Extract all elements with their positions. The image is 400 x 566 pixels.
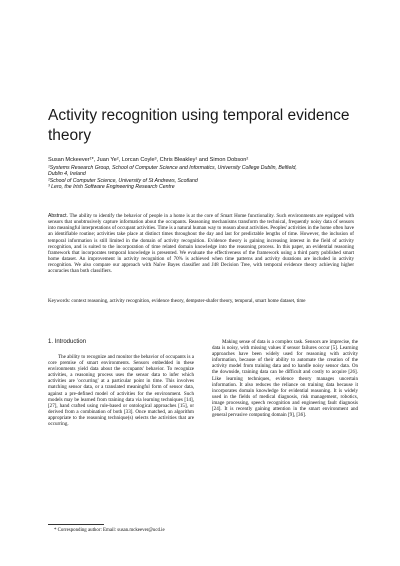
left-column <box>48 354 194 427</box>
abstract <box>48 213 354 275</box>
abstract-text: The ability to identify the behavior of people in a home is at the core of Smart Home functionality. Such environments are equipped with sensors that unobtrusively capture information about the occupants. Reasoning mechanisms transform the technical, frequently noisy data of sensors into meaningful interpretations of occupant activities. Time is a natural human way to reason about activities. Peoples' activities in the home often have an identifiable routine; activities take place at distinct times throughout the day and last for predictable lengths of time. However, the inclusion of temporal information is still limited in the domain of activity recognition. Evidence theory is gaining increasing interest in the field of activity recognition, and is suited to the incorporation of time related domain knowledge into the reasoning process. In this paper, an evidential reasoning framework that incorporates temporal knowledge is presented. We evaluate the effectiveness of the framework using a third party published smart home dataset. An improvement in activity recognition of 70% is achieved when time patterns and activity durations are included in activity recognition. We also compare our approach with Naïve Bayes classifier and J48 Decision Tree, with temporal evidence theory achieving higher accuracies than both classifiers. <box>48 213 354 275</box>
section-heading: 1. Introduction <box>48 339 87 345</box>
abstract-label: Abstract. <box>48 213 68 219</box>
affiliation-line: ²School of Computer Science, University of St Andrews, Scotland <box>48 177 198 184</box>
keywords-label: Keywords: <box>48 298 71 304</box>
affiliation-line: ¹Systems Research Group, School of Computer Science and Informatics, University College Dublin, Belfield, <box>48 165 297 171</box>
affiliation-line: ³ Lero, the Irish Software Engineering Research Centre <box>48 184 175 191</box>
paragraph: Making sense of data is a complex task. Sensors are imprecise, the data is noisy, with missing values if sensor failures occur [5]. Learning approaches have been widely used for reasoning with activity information, because of their ability to automate the creation of the activity model from training data and to handle noisy sensor data. On the downside, training data can be difficult and costly to acquire [26]. Like learning techniques, evidence theory manages uncertain information. It also reduces the reliance on training data because it incorporates domain knowledge for evidential reasoning. It is widely used in the fields of medical diagnosis, risk management, robotics, image processing, speech recognition and engineering fault diagnosis [24]. It is recently gaining attention in the smart environment and general pervasive computing domain [9], [36]. <box>212 339 358 419</box>
right-column <box>212 339 358 418</box>
keywords-text: context reasoning, activity recognition, evidence theory, dempster-shafer theory, temporal, smart home dataset, time <box>71 298 306 304</box>
footnote-divider <box>48 524 104 525</box>
affiliations <box>48 165 368 191</box>
footnote: * Corresponding author: Email: susan.mckeever@ucd.ie <box>54 528 165 533</box>
paper-title: Activity recognition using temporal evidence theory <box>48 107 350 144</box>
author-list: Susan Mckeever¹*, Juan Ye², Lorcan Coyle³, Chris Bleakley¹ and Simon Dobson² <box>48 157 249 163</box>
paragraph: The ability to recognize and monitor the behavior of occupants is a core premise of smart environments. Sensors embedded in these environments yield data about the occupants' behavior. To recognize activities, a reasoning process uses the sensor data to infer which activities are 'occurring' at a particular point in time. This involves matching sensor data, or a translated meaningful form of sensor data, against a pre-defined model of activities for the environment. Such models may be learned from training data via learning techniques [14], [27], hand crafted using rule-based or ontological approaches [15], or derived from a combination of both [33]. Once matched, an algorithm appropriate to the reasoning technique(s) selects the activities that are occurring. <box>48 354 194 428</box>
affiliation-line: Dublin 4, Ireland <box>48 171 86 178</box>
keywords <box>48 298 354 304</box>
